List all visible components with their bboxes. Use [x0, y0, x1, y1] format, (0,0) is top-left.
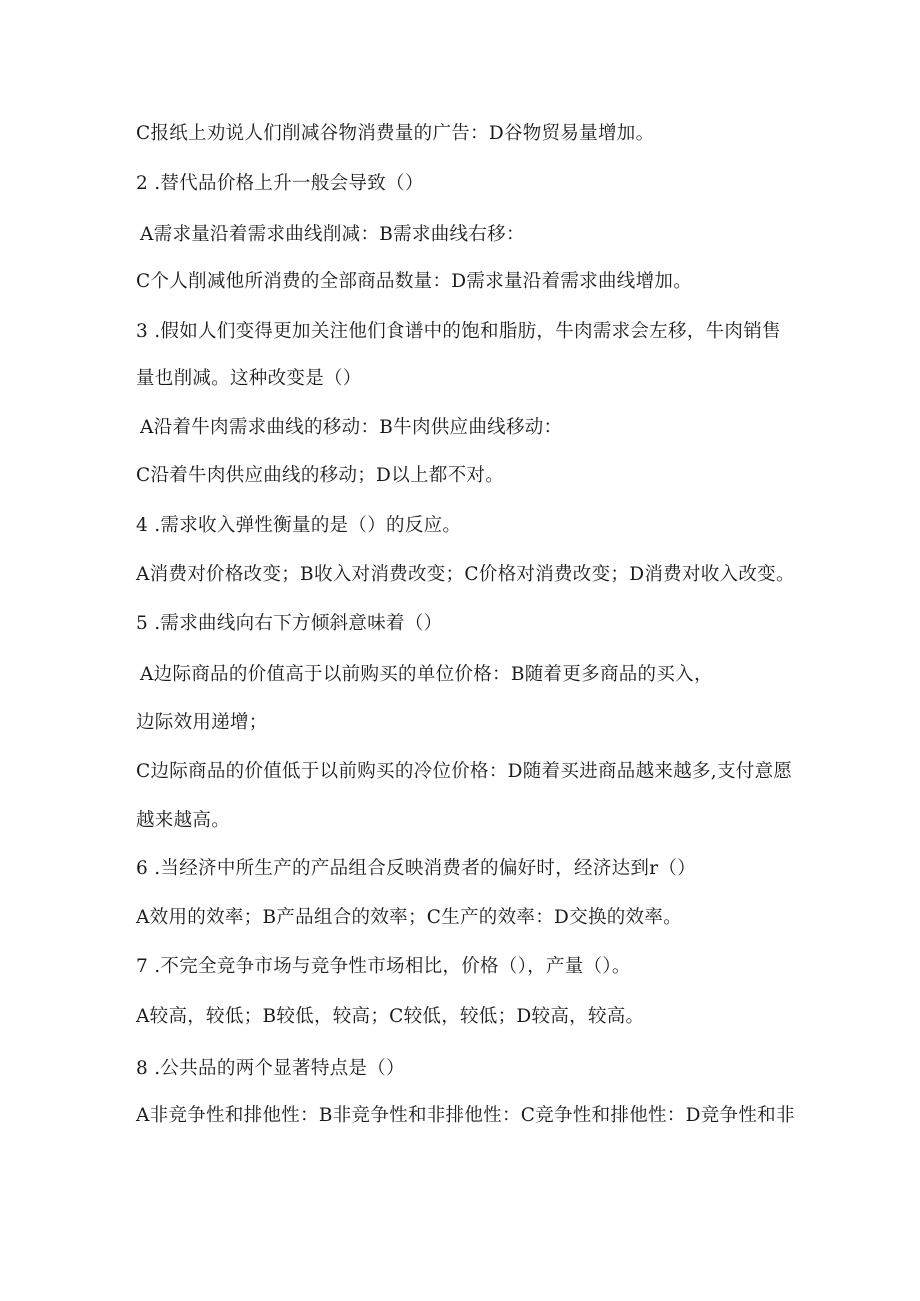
question-2-options-ab: A需求量沿着需求曲线削减：B需求曲线右移：: [140, 224, 525, 245]
question-4: 4 .需求收入弹性衡量的是（）的反应。: [136, 515, 462, 536]
question-6: 6 .当经济中所生产的产品组合反映消费者的偏好时，经济达到r（）: [136, 858, 696, 879]
question-4-options: A消费对价格改变；B收入对消费改变；C价格对消费改变；D消费对收入改变。: [136, 564, 795, 585]
question-6-options: A效用的效率；B产品组合的效率；C生产的效率：D交换的效率。: [136, 907, 682, 928]
question-3: 3 .假如人们变得更加关注他们食谱中的饱和脂肪，牛肉需求会左移，牛肉销售: [136, 321, 781, 342]
question-5-options-b-continued: 边际效用递增；: [136, 712, 268, 733]
question-7-options: A较高，较低；B较低，较高；C较低，较低；D较高，较高。: [136, 1006, 645, 1027]
question-3-continued: 量也削减。这种改变是（）: [136, 368, 362, 389]
question-5-options-ab: A边际商品的价值高于以前购买的单位价格：B随着更多商品的买入，: [140, 664, 713, 685]
question-5: 5 .需求曲线向右下方倾斜意味着（）: [136, 613, 443, 634]
question-5-options-d-continued: 越来越高。: [136, 810, 231, 831]
question-3-options-ab: A沿着牛肉需求曲线的移动：B牛肉供应曲线移动：: [140, 417, 563, 438]
question-8-options: A非竞争性和排他性：B非竞争性和非排他性：C竞争性和排他性：D竞争性和非: [136, 1105, 795, 1126]
question-2: 2 .替代品价格上升一般会导致（）: [136, 173, 424, 194]
question-8: 8 .公共品的两个显著特点是（）: [136, 1058, 405, 1079]
question-2-options-cd: C个人削减他所消费的全部商品数量：D需求量沿着需求曲线增加。: [136, 271, 692, 292]
question-3-options-cd: C沿着牛肉供应曲线的移动；D以上都不对。: [136, 465, 504, 486]
question-5-options-cd: C边际商品的价值低于以前购买的冷位价格：D随着买进商品越来越多,支付意愿: [136, 761, 793, 782]
question-7: 7 .不完全竞争市场与竞争性市场相比，价格（），产量（）。: [136, 956, 631, 977]
text-line-1: C报纸上劝说人们削减谷物消费量的广告：D谷物贸易量增加。: [136, 123, 655, 144]
